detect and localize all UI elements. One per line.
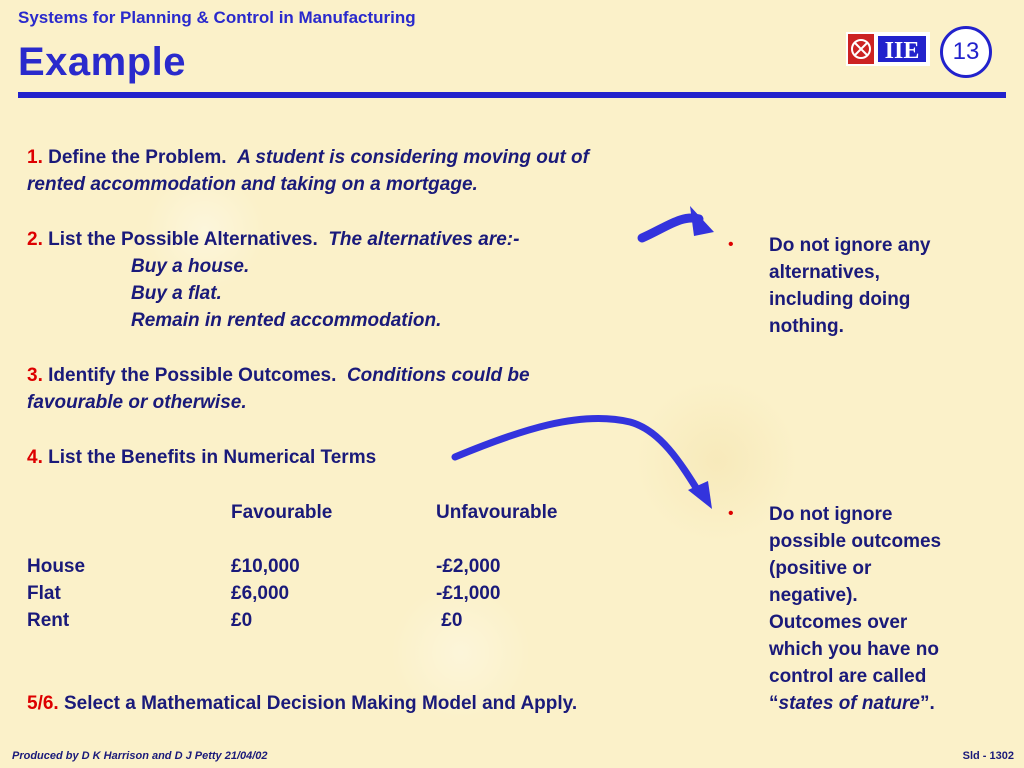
alternative-item: Buy a flat. [131,283,222,304]
cell-house-unfavourable: -£2,000 [436,556,501,577]
step-2-number: 2. [27,229,43,250]
note-1-bullet: • [728,236,734,253]
step-4-number: 4. [27,447,43,468]
step-2-label: List the Possible Alternatives. [48,229,318,250]
note-2-line: Do not ignore [769,504,893,525]
step-1-detail-cont: rented accommodation and taking on a mortgage. [27,174,478,195]
quote-open: “ [769,693,779,714]
note-2-line: Outcomes over [769,612,908,633]
footer-slide-id: Sld - 1302 [962,750,1014,762]
step-1-detail: A student is considering moving out of [237,147,589,168]
step-3-detail: Conditions could be [346,365,530,386]
row-label-flat: Flat [27,583,61,604]
note-1-line: alternatives, [769,262,880,283]
note-2-line: control are called [769,666,927,687]
curved-arrow-icon [455,418,712,509]
states-of-nature-term: states of nature [778,693,920,714]
slide-title: Example [18,40,187,84]
course-title: Systems for Planning & Control in Manufacturing [18,8,416,27]
step-3-detail-cont: favourable or otherwise. [27,392,247,413]
quote-close: ”. [919,693,935,714]
note-2-line: negative). [769,585,858,606]
curved-arrow-icon [642,206,714,238]
cell-rent-favourable: £0 [231,610,253,631]
cell-flat-favourable: £6,000 [231,583,290,604]
note-1-line: nothing. [769,316,844,337]
step-4-label: List the Benefits in Numerical Terms [48,447,377,468]
step-3-label: Identify the Possible Outcomes. [48,365,337,386]
slide-number-badge: 13 [940,26,992,78]
step-2-detail: The alternatives are:- [328,229,520,250]
note-1-line: including doing [769,289,911,310]
step-1-number: 1. [27,147,43,168]
row-label-house: House [27,556,86,577]
cell-flat-unfavourable: -£1,000 [436,583,501,604]
note-2-bullet: • [728,505,734,522]
footer-credit: Produced by D K Harrison and D J Petty 21/04/02 [12,750,268,762]
step-5-6-number: 5/6. [27,693,59,714]
note-2-line: which you have no [769,639,939,660]
column-header-favourable: Favourable [231,502,333,523]
note-1-line: Do not ignore any [769,235,931,256]
cell-rent-unfavourable: £0 [436,610,463,631]
note-2-line: possible outcomes [769,531,942,552]
step-3-number: 3. [27,365,43,386]
row-label-rent: Rent [27,610,70,631]
step-1-label: Define the Problem. [48,147,227,168]
cell-house-favourable: £10,000 [231,556,300,577]
alternative-item: Remain in rented accommodation. [131,310,442,331]
alternative-item: Buy a house. [131,256,250,277]
logo-text: IIE [884,38,920,64]
step-5-6-label: Select a Mathematical Decision Making Model and Apply. [63,693,578,714]
column-header-unfavourable: Unfavourable [436,502,558,523]
note-2-line: (positive or [769,558,872,579]
